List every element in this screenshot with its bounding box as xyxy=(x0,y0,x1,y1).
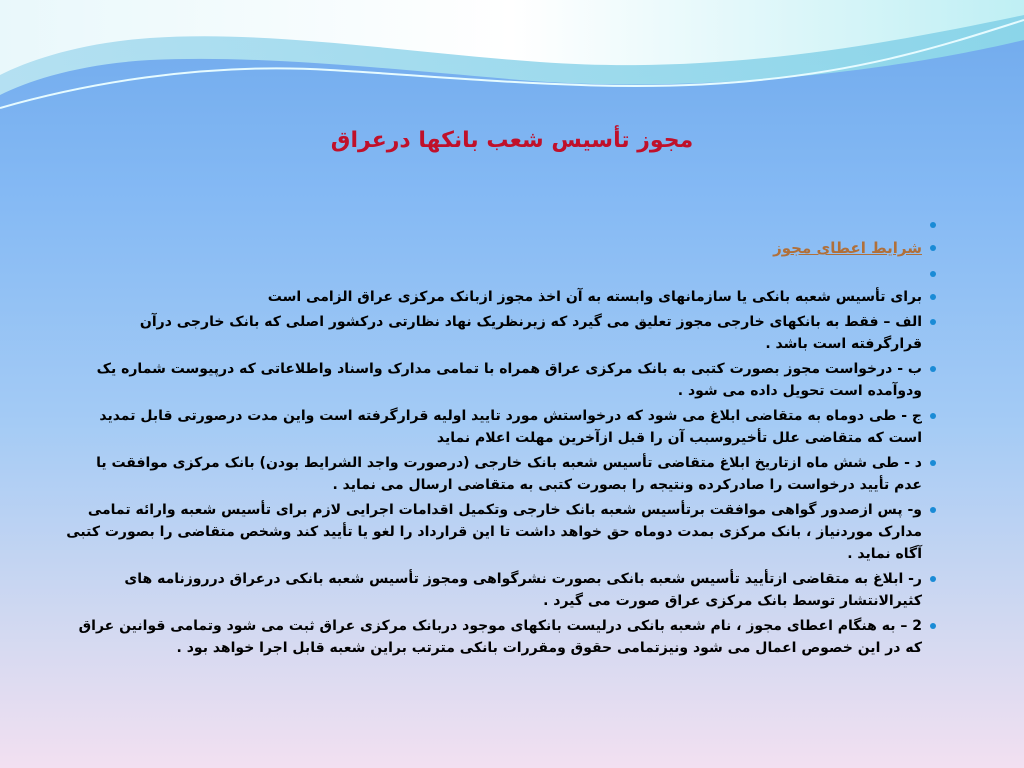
list-item: و- پس ازصدور گواهی موافقت برتأسیس شعبه بانک خارجی وتکمیل اقدامات اجرایی لازم برای تأسیس شعبه وارائه تمامی مدارک موردنیاز ، بانک مرکزی بمدت دوماه حق خواهد داشت تا این قرارداد را لغو یا تأیید کند وشخص متقاضی را بصورت کتبی آگاه نماید . xyxy=(66,499,936,565)
list-item xyxy=(66,214,936,234)
list-item: الف – فقط به بانکهای خارجی مجوز تعلیق می گیرد که زیرنظریک نهاد نظارتی درکشور اصلی که بانک خارجی درآن قرارگرفته است باشد . xyxy=(66,311,936,355)
header-wave-decoration xyxy=(0,0,1024,120)
list-item xyxy=(66,237,936,260)
list-item: ب - درخواست مجوز بصورت کتبی به بانک مرکزی عراق همراه با تمامی مدارک واسناد واطلاعاتی که درپیوست شماره یک ودوآمده است تحویل داده می شود . xyxy=(66,358,936,402)
list-item: ج - طی دوماه به متقاضی ابلاغ می شود که درخواستش مورد تایید اولیه قرارگرفته است واین مدت درصورتی قابل تمدید است که متقاضی علل تأخیروسبب آن را قبل ازآخرین مهلت اعلام نماید xyxy=(66,405,936,449)
conditions-link[interactable]: شرایط اعطای مجوز xyxy=(773,239,922,257)
list-item: د - طی شش ماه ازتاریخ ابلاغ متقاضی تأسیس شعبه بانک خارجی (درصورت واجد الشرایط بودن) بانک مرکزی موافقت یا عدم تأیید درخواست را صادرکرده ونتیجه را بصورت کتبی به متقاضی ارسال می نماید . xyxy=(66,452,936,496)
slide-title: مجوز تأسیس شعب بانکها درعراق xyxy=(330,128,694,153)
bullet-list xyxy=(66,214,936,659)
list-item: 2 – به هنگام اعطای مجوز ، نام شعبه بانکی درلیست بانکهای موجود دربانک مرکزی عراق ثبت می شود وتمامی قوانین عراق که در این خصوص اعمال می شود ونیزتمامی حقوق ومقررات بانکی مترتب براین شعبه قابل اجرا خواهد بود . xyxy=(66,615,936,659)
list-item xyxy=(66,263,936,283)
list-item: ر- ابلاغ به متقاضی ازتأیید تأسیس شعبه بانکی بصورت نشرگواهی ومجوز تأسیس شعبه بانکی درعراق درروزنامه های کثیرالانتشار توسط بانک مرکزی عراق صورت می گیرد . xyxy=(66,568,936,612)
slide-content xyxy=(66,214,936,662)
list-item: برای تأسیس شعبه بانکی یا سازمانهای وابسته به آن اخذ مجوز ازبانک مرکزی عراق الزامی است xyxy=(66,286,936,308)
